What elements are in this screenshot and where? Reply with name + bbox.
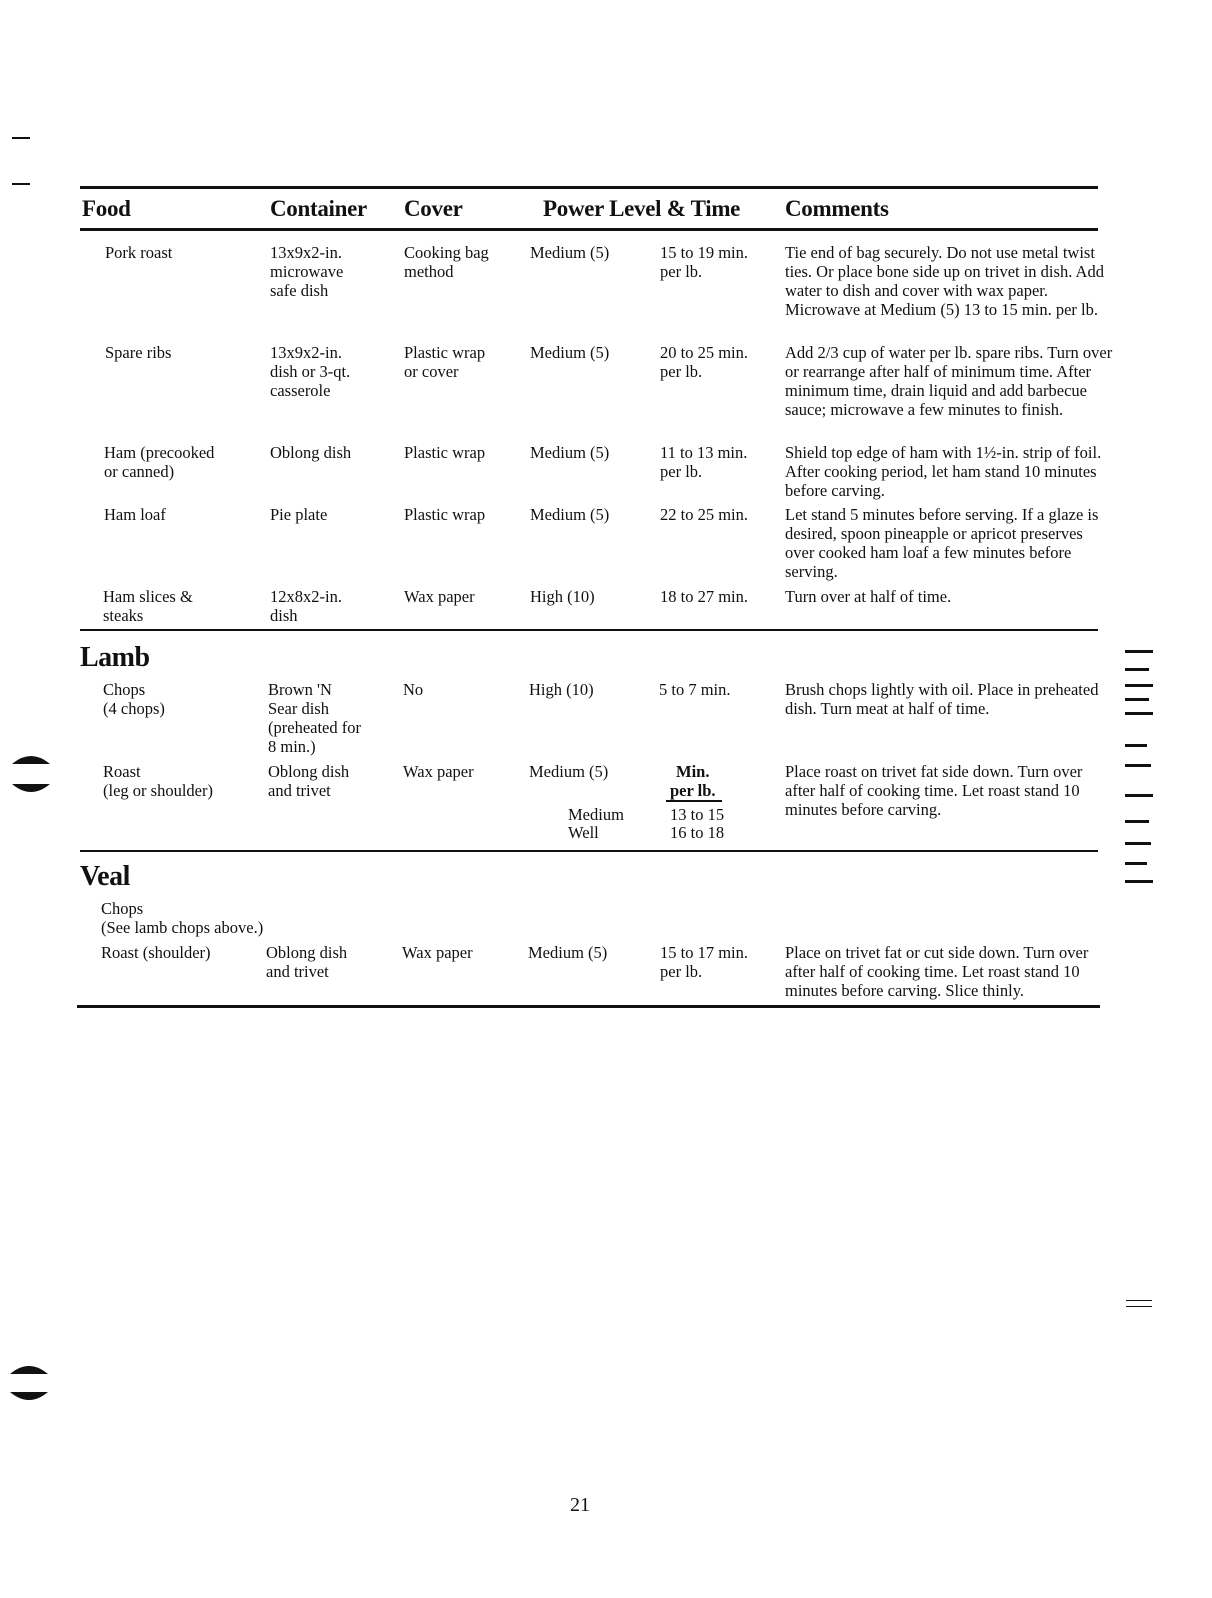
comments-cell: Tie end of bag securely. Do not use metal twist ties. Or place bone side up on trivet in dish. Add water to dish and cover with wax paper. Microwave at Medium (5) 13 to 15 min. per lb.	[785, 243, 1104, 319]
header-rule	[80, 228, 1098, 231]
cover-cell: Plastic wrap	[404, 505, 486, 524]
cover-cell: Plastic wrap or cover	[404, 343, 486, 381]
comments-cell: Brush chops lightly with oil. Place in preheated dish. Turn meat at half of time.	[785, 680, 1099, 718]
comments-cell: Place roast on trivet fat side down. Turn over after half of cooking time. Let roast stand 10 minutes before carving.	[785, 762, 1083, 819]
container-cell: 13x9x2-in. dish or 3-qt. casserole	[270, 343, 351, 400]
container-cell: Oblong dish and trivet	[268, 762, 350, 800]
time-cell: 5 to 7 min.	[659, 680, 731, 699]
time-cell: 11 to 13 min. per lb.	[660, 443, 748, 481]
page-number: 21	[570, 1494, 590, 1516]
container-cell: Brown 'N Sear dish (preheated for 8 min.)	[268, 680, 361, 756]
container-cell: Oblong dish	[270, 443, 352, 462]
doneness-label: Well	[568, 823, 599, 842]
min-header: Min.	[676, 762, 710, 781]
time-cell: 15 to 17 min. per lb.	[660, 943, 749, 981]
registration-mark	[8, 750, 54, 800]
comments-cell: Place on trivet fat or cut side down. Turn over after half of cooking time. Let roast stand 10 minutes before carving. Slice thinly.	[785, 943, 1089, 1000]
power-cell: High (10)	[530, 587, 595, 606]
time-cell: 13 to 15	[670, 805, 725, 824]
per-lb-header: per lb.	[670, 781, 716, 800]
cover-cell: Cooking bag method	[404, 243, 489, 281]
header-food: Food	[82, 196, 131, 221]
lamb-section-title: Lamb	[80, 642, 150, 673]
section-rule	[80, 629, 1098, 631]
food-cell: Roast (leg or shoulder)	[103, 762, 213, 800]
doneness-label: Medium	[568, 805, 624, 824]
power-cell: Medium (5)	[530, 505, 610, 524]
container-cell: Oblong dish and trivet	[266, 943, 348, 981]
time-cell: 15 to 19 min. per lb.	[660, 243, 749, 281]
time-cell: 16 to 18	[670, 823, 725, 842]
container-cell: Pie plate	[270, 505, 328, 524]
cover-cell: Wax paper	[404, 587, 475, 606]
margin-tick	[12, 183, 30, 185]
section-rule	[80, 850, 1098, 852]
cover-cell: Plastic wrap	[404, 443, 486, 462]
power-cell: Medium (5)	[529, 762, 609, 781]
comments-cell: Shield top edge of ham with 1½-in. strip of foil. After cooking period, let ham stand 10 minutes before carving.	[785, 443, 1102, 500]
time-cell: 22 to 25 min.	[660, 505, 749, 524]
food-cell: Spare ribs	[105, 343, 172, 362]
veal-section-title: Veal	[80, 861, 130, 892]
per-lb-underline	[666, 800, 722, 802]
header-power-time: Power Level & Time	[543, 196, 741, 221]
food-cell: Chops (4 chops)	[103, 680, 165, 718]
comments-cell: Add 2/3 cup of water per lb. spare ribs. Turn over or rearrange after half of minimum time. After minimum time, drain liquid and add barbecue sauce; microwave a few minutes to finish.	[785, 343, 1113, 419]
cover-cell: No	[403, 680, 424, 699]
header-cover: Cover	[404, 196, 463, 221]
container-cell: 13x9x2-in. microwave safe dish	[270, 243, 344, 300]
container-cell: 12x8x2-in. dish	[270, 587, 342, 625]
registration-mark	[6, 1358, 52, 1408]
cover-cell: Wax paper	[402, 943, 473, 962]
time-cell: 20 to 25 min. per lb.	[660, 343, 749, 381]
power-cell: Medium (5)	[530, 343, 610, 362]
food-cell: Ham loaf	[104, 505, 166, 524]
header-comments: Comments	[785, 196, 889, 221]
margin-tick	[12, 137, 30, 139]
comments-cell: Let stand 5 minutes before serving. If a glaze is desired, spoon pineapple or apricot preserves over cooked ham loaf a few minutes before serving.	[785, 505, 1099, 581]
time-cell: 18 to 27 min.	[660, 587, 749, 606]
comments-cell: Turn over at half of time.	[785, 587, 952, 606]
food-cell: Ham slices & steaks	[103, 587, 193, 625]
food-cell: Pork roast	[105, 243, 173, 262]
power-cell: Medium (5)	[528, 943, 608, 962]
header-container: Container	[270, 196, 367, 221]
food-cell: Ham (precooked or canned)	[104, 443, 215, 481]
food-cell: Roast (shoulder)	[101, 943, 211, 962]
table-top-rule	[80, 186, 1098, 189]
power-cell: High (10)	[529, 680, 594, 699]
power-cell: Medium (5)	[530, 443, 610, 462]
cover-cell: Wax paper	[403, 762, 474, 781]
veal-chops-note: Chops (See lamb chops above.)	[101, 899, 264, 937]
power-cell: Medium (5)	[530, 243, 610, 262]
table-bottom-rule	[77, 1005, 1100, 1008]
